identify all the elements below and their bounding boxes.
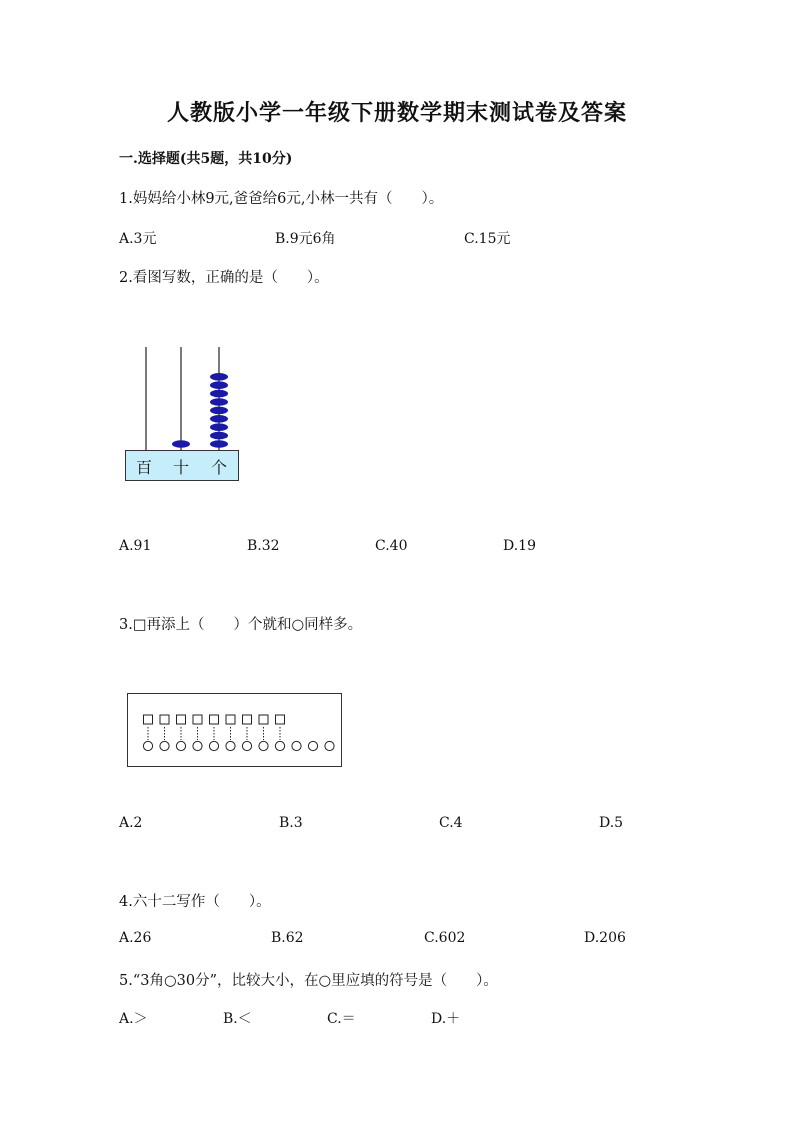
square-shape: [160, 715, 169, 724]
abacus-bead-ones: [210, 373, 228, 381]
page-title: 人教版小学一年级下册数学期末测试卷及答案: [166, 100, 627, 126]
circle-shape: [143, 741, 152, 750]
question-2-text: 2.看图写数，正确的是（ ）。: [119, 270, 329, 286]
question-5-option-c: C.＝: [327, 1011, 356, 1027]
abacus-bead-ones: [210, 440, 228, 448]
circle-shape: [193, 741, 202, 750]
shapes-comparison: [128, 694, 343, 768]
circle-shape: [226, 741, 235, 750]
question-5-text: 5.“3角○30分”，比较大小，在○里应填的符号是（ ）。: [119, 973, 498, 989]
square-shape: [243, 715, 252, 724]
abacus-bead-ones: [210, 415, 228, 423]
question-2-option-c: C.40: [375, 538, 408, 554]
square-shape: [210, 715, 219, 724]
circle-shape: [209, 741, 218, 750]
square-shape: [177, 715, 186, 724]
circle-shape: [242, 741, 251, 750]
abacus-bead-ones: [210, 381, 228, 389]
question-1-option-a: A.3元: [119, 231, 157, 247]
abacus-bead-ones: [210, 398, 228, 406]
abacus-bead-ones: [210, 390, 228, 398]
square-shape: [144, 715, 153, 724]
circle-shape: [308, 741, 317, 750]
abacus-bead-tens: [172, 440, 190, 448]
abacus-bead-ones: [210, 432, 228, 440]
abacus-label-ones: 个: [211, 458, 228, 477]
question-4-option-d: D.206: [584, 930, 626, 946]
circle-shape: [176, 741, 185, 750]
question-4-option-c: C.602: [424, 930, 466, 946]
question-1-option-b: B.9元6角: [275, 231, 336, 247]
section-heading: 一.选择题(共5题，共10分): [119, 151, 293, 167]
question-3-option-c: C.4: [439, 815, 463, 831]
square-shape: [276, 715, 285, 724]
question-2-option-d: D.19: [503, 538, 536, 554]
square-shape: [259, 715, 268, 724]
question-1-text: 1.妈妈给小林9元,爸爸给6元,小林一共有（ ）。: [119, 191, 444, 207]
question-4-option-a: A.26: [119, 930, 152, 946]
question-4-text: 4.六十二写作（ ）。: [119, 894, 271, 910]
question-1-option-c: C.15元: [464, 231, 511, 247]
abacus-bead-ones: [210, 423, 228, 431]
question-3-option-b: B.3: [279, 815, 303, 831]
circle-shape: [160, 741, 169, 750]
abacus-bead-ones: [210, 407, 228, 415]
question-5-option-a: A.＞: [119, 1011, 148, 1027]
question-4-option-b: B.62: [271, 930, 304, 946]
question-5-option-d: D.＋: [431, 1011, 461, 1027]
question-2-option-a: A.91: [119, 538, 152, 554]
circle-shape: [325, 741, 334, 750]
circle-shape: [292, 741, 301, 750]
shapes-comparison-frame: [127, 693, 342, 767]
question-3-option-a: A.2: [119, 815, 143, 831]
abacus-label-hundreds: 百: [136, 458, 153, 477]
abacus-label-tens: 十: [173, 458, 190, 477]
square-shape: [193, 715, 202, 724]
square-shape: [226, 715, 235, 724]
circle-shape: [275, 741, 284, 750]
question-2-option-b: B.32: [247, 538, 280, 554]
circle-shape: [259, 741, 268, 750]
question-3-text: 3.□再添上（ ）个就和○同样多。: [119, 617, 363, 633]
question-5-option-b: B.＜: [223, 1011, 252, 1027]
question-3-option-d: D.5: [599, 815, 624, 831]
